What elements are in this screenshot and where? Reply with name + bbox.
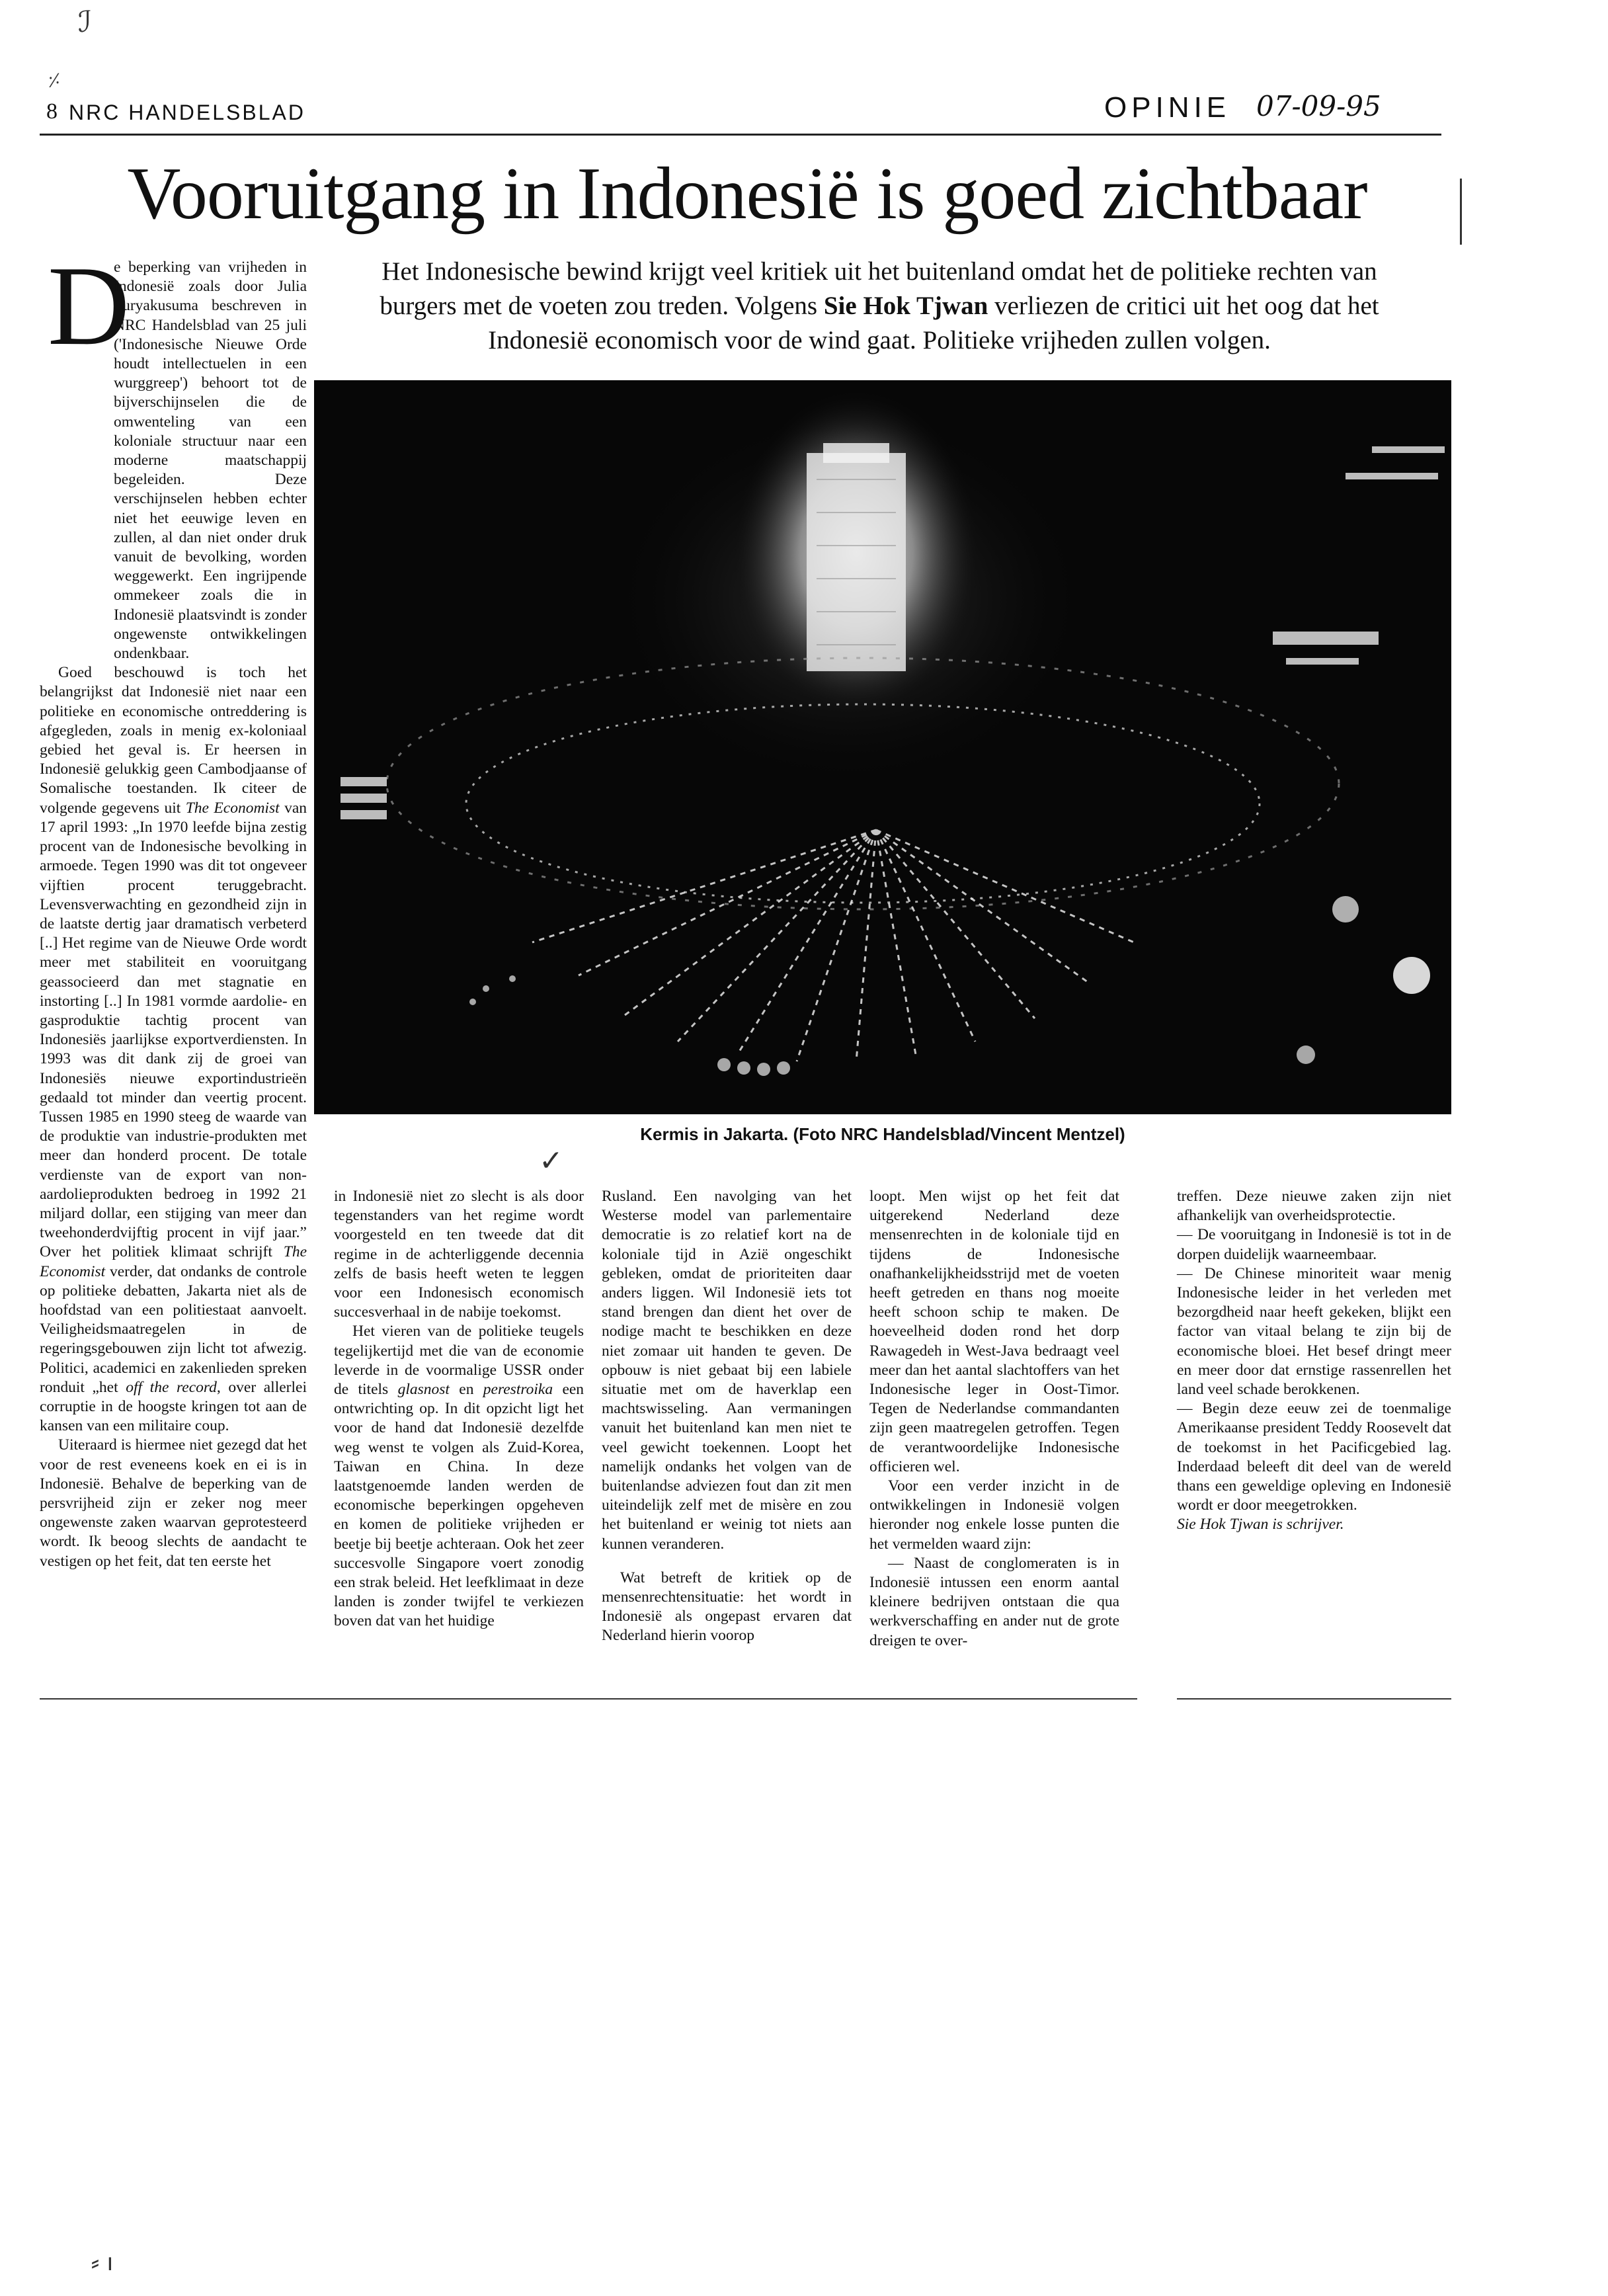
section-label: OPINIE (1104, 91, 1231, 124)
paragraph: Wat betreft de kritiek op de mensenrechtensituatie: het wordt in Indonesië als ongepast ervaren dat Nederland hierin voorop (602, 1569, 852, 1645)
headline: Vooruitgang in Indonesië is goed zichtbaar (127, 153, 1367, 235)
drop-cap: D (48, 243, 130, 369)
paragraph: e beperking van vrijheden in Indonesië zoals door Julia Suryakusuma beschreven in NRC Handelsblad van 25 juli ('Indonesische Nieuwe Orde houdt intellectuelen in een wurggreep') behoort tot de bijverschijnselen die de omwenteling van een koloniale structuur naar een moderne maatschappij begeleiden. Deze verschijnselen hebben echter niet het eeuwige leven en zullen, al dan niet onder druk vanuit de bevolking, worden weggewerkt. Een ingrijpende ommekeer zoals die in Indonesië plaatsvindt is zonder ongewenste ontwikkelingen ondenkbaar. (114, 259, 307, 663)
article-column-3 (602, 1187, 852, 1646)
intro-text: verliezen de critici uit het oog dat het Indonesië economisch voor de wind gaat. Politieke vrijheden zullen volgen. (488, 292, 1379, 354)
paragraph: Rusland. Een navolging van het Westerse model van parlementaire democratie is zo relatief kort na de koloniale tijd in Azië ongeschikt gebleken, omdat de prioriteiten daar anders liggen. Wil Indonesië iets tot stand brengen dan dient het over de nodige macht te beschikken en deze niet zomaar uit handen te geven. De opbouw is niet gebaat bij een labiele situatie met om de haverklap een machtswisseling. Aan vermaningen vanuit het buitenland kan men niet te veel gewicht toekennen. Loopt het namelijk ondanks het volgen van de buitenlandse adviezen fout dan zit men uiteindelijk zelf met de misère en zou het buitenland er weinig tot niets aan kunnen veranderen. (602, 1188, 852, 1553)
paragraph (334, 1322, 584, 1631)
text-run: verder, dat ondanks de controle op politieke debatten, Jakarta niet als de hoofdstad van een politiestaat aanvoelt. Veiligheidsmaatregelen in de regeringsgebouwen zijn licht tot afwezig. Politici, academici en zakenlieden spreken ronduit „het (40, 1262, 307, 1396)
author-name: Sie Hok Tjwan (823, 292, 988, 320)
emphasis: The Economist (185, 799, 280, 817)
article-column-5 (1177, 1187, 1451, 1535)
bottom-rule (40, 1698, 1137, 1700)
page-number: 8 (46, 99, 58, 124)
paragraph: in Indonesië niet zo slecht is als door tegenstanders van het regime wordt voorgesteld en ten tweede dat dit regime in de achterliggende decennia zelfs de basis heeft weten te leggen voor een Indonesisch economisch succesverhaal in de nabije toekomst. (334, 1188, 584, 1321)
emphasis: glasnost (397, 1381, 450, 1399)
masthead-rule (40, 134, 1441, 136)
photo-caption: Kermis in Jakarta. (Foto NRC Handelsblad/Vincent Mentzel) (640, 1124, 1125, 1144)
intro-text: Het Indonesische bewind krijgt veel kritiek uit het buitenland omdat het de politieke rechten van burgers met de voeten zou treden. Volgens (380, 257, 1377, 320)
photo-graphic (314, 380, 1451, 1114)
paragraph: Voor een verder inzicht in de ontwikkelingen in Indonesië volgen hieronder nog enkele losse punten die het vermelden waard zijn: (869, 1477, 1119, 1553)
paragraph (40, 663, 307, 1436)
article-column-2 (334, 1187, 584, 1631)
text-run: van 17 april 1993: „In 1970 leefde bijna zestig procent van de Indonesische bevolking in armoede. Tegen 1990 was dit tot ongeveer vijftien procent teruggebracht. Levensverwachting en gezondheid zijn in de laatste dertig jaar dramatisch verbeterd [..] Het regime van de Nieuwe Orde wordt meer met stabiliteit en vooruitgang geassocieerd dan met stagnatie en instorting [..] In 1981 vormde aardolie- en gasproduktie tachtig procent van Indonesiës jaarlijkse exportverdiensten. In 1993 was dit dank zij de groei van Indonesiës nieuwe exportindustrieën gedaald tot minder dan veertig procent. Tussen 1985 en 1990 steeg de waarde van de produktie van industrie-produkten met meer dan honderd procent. De totale verdienste van de export van non-aardolieprodukten bedroeg in 1992 21 miljard dollar, een stijging van meer dan tweehonderdvijftig procent in vijf jaar.” Over het politiek klimaat schrijft (40, 799, 307, 1261)
paragraph: — Begin deze eeuw zei de toenmalige Amerikaanse president Teddy Roosevelt dat de toekomst in het Pacificgebied lag. Inderdaad beleeft dit deel van de wereld thans een geweldige opleving en Indonesië wordt er door meegetrokken. (1177, 1400, 1451, 1514)
paragraph: — Naast de conglomeraten is in Indonesië intussen een enorm aantal kleinere bedrijven ontstaan die qua werkverschaffing en ander nut de grote dreigen te over- (869, 1554, 1119, 1649)
emphasis: The Economist (40, 1243, 307, 1280)
emphasis: perestroika (483, 1381, 553, 1399)
text-run: Goed beschouwd is toch het belangrijkst dat Indonesië niet naar een politieke en economische ontreddering is afgegleden, zoals in menig ex-koloniaal gebied het geval is. Er heersen in Indonesië gelukkig geen Cambodjaanse of Somalische toestanden. Ik citeer de volgende gegevens uit (40, 664, 307, 817)
article-column-4 (869, 1187, 1119, 1651)
pen-mark: ℐ (78, 5, 92, 39)
paragraph: treffen. Deze nieuwe zaken zijn niet afhankelijk van overheidsprotectie. (1177, 1188, 1451, 1225)
photo-kermis (314, 380, 1451, 1114)
text-run: , over allerlei corruptie in de hoogste kringen tot aan de kansen van een militaire coup. (40, 1378, 307, 1435)
article-intro (344, 255, 1415, 358)
text-run: Het vieren van de politieke teugels tegelijkertijd met die van de economie leverde in de voormalige USSR onder de titels (334, 1323, 584, 1399)
author-signoff: Sie Hok Tjwan is schrijver. (1177, 1516, 1344, 1534)
paper-name: NRC HANDELSBLAD (69, 101, 305, 124)
pen-mark: ⸗ ı (91, 2249, 114, 2276)
text-run: een ontwrichting op. In dit opzicht ligt het voor de hand dat Indonesië dezelfde weg wenst te volgen als Zuid-Korea, Taiwan en China. In deze laatstgenoemde landen werden de economische beperkingen opgeheven en komen de politieke vrijheden er beetje bij beetje achteraan. Ook het zeer succesvolle Singapore voert zonodig een strak beleid. Het leefklimaat in deze landen is zonder twijfel te verkiezen boven dat van het huidige (334, 1381, 584, 1630)
paragraph: — De vooruitgang in Indonesië is tot in de dorpen duidelijk waarneembaar. (1177, 1226, 1451, 1263)
paragraph: loopt. Men wijst op het feit dat uitgerekend Nederland deze mensenrechten in de koloniale tijd en tijdens de Indonesische onafhankelijkheidsstrijd met de voeten heeft getreden en thans nog moeite heeft schoon schip te maken. De hoeveelheid doden rond het dorp Rawagedeh in West-Java bedraagt veel meer dan het aantal slachtoffers van het Indonesische leger in Oost-Timor. Tegen de Nederlandse commandanten zijn geen maatregelen getroffen. Tegen de verantwoordelijke Indonesische officieren wel. (869, 1188, 1119, 1475)
article-column-1 (40, 243, 307, 1571)
paragraph: — De Chinese minoriteit waar menig Indonesische leider in het verleden met bezorgdheid naar heeft gekeken, blijkt een factor van vitaal belang te zijn bij de economische bloei. Het besef dringt meer en meer door dat ernstige rassenrellen het land veel schade berokkenen. (1177, 1264, 1451, 1399)
paragraph: Uiteraard is hiermee niet gezegd dat het voor de rest eveneens koek en ei is in Indonesië. Behalve de beperking van de persvrijheid zijn er zeker nog meer ongewenste zaken waarvan geprotesteerd wordt. Ik beoog slechts de aandacht te vestigen op het feit, dat ten eerste het (40, 1436, 307, 1570)
bottom-rule (1177, 1698, 1451, 1700)
pen-mark: ⸓ (48, 69, 61, 93)
pen-checkmark: ✓ (539, 1144, 563, 1178)
margin-line (1460, 179, 1462, 245)
emphasis: off the record (126, 1378, 217, 1396)
text-run: en (459, 1381, 474, 1399)
handwritten-date: 07-09-95 (1256, 90, 1381, 122)
